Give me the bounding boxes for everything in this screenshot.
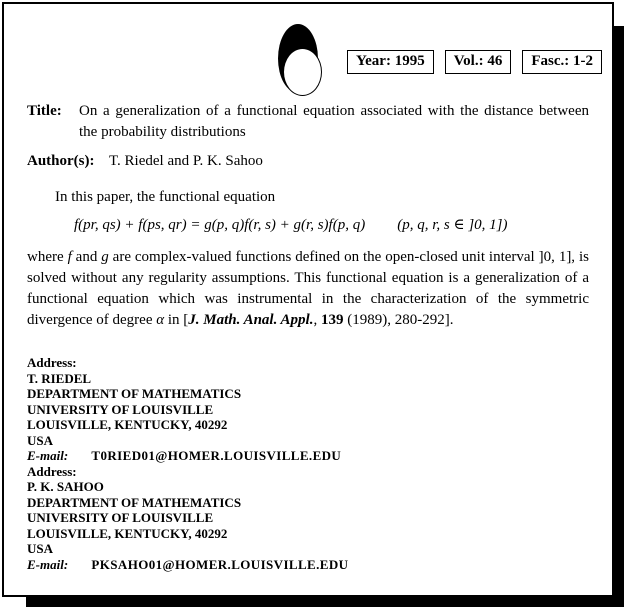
issue-badges bbox=[347, 50, 602, 74]
abstract-segment: and bbox=[71, 249, 102, 265]
authors-row bbox=[27, 151, 589, 172]
address-university: UNIVERSITY OF LOUISVILLE bbox=[27, 401, 214, 417]
authors-names: T. Riedel and P. K. Sahoo bbox=[109, 153, 263, 169]
abstract-segment-g: g bbox=[101, 249, 109, 265]
reference-volume: 139 bbox=[320, 312, 344, 328]
fascicle-badge: Fasc.: 1-2 bbox=[522, 50, 602, 74]
email-address: PKSAHO01@HOMER.LOUISVILLE.EDU bbox=[91, 556, 349, 572]
address-country: USA bbox=[27, 541, 54, 556]
address-label: Address: bbox=[27, 355, 77, 370]
paper-title: On a generalization of a functional equation associated with the distance between the probability distributions bbox=[79, 103, 589, 140]
abstract-segment-f: f bbox=[67, 249, 72, 265]
address-label: Address: bbox=[27, 463, 77, 479]
address-university: UNIVERSITY OF LOUISVILLE bbox=[27, 510, 214, 525]
abstract-body bbox=[27, 247, 589, 331]
page-header bbox=[4, 4, 612, 101]
address-block-riedel bbox=[27, 355, 589, 464]
email-label: E-mail: bbox=[27, 448, 69, 463]
volume-badge: Vol.: 46 bbox=[445, 50, 512, 74]
address-department: DEPARTMENT OF MATHEMATICS bbox=[27, 494, 242, 510]
title-label: Title: bbox=[27, 103, 62, 119]
addresses-section bbox=[27, 355, 589, 572]
authors-label: Author(s): bbox=[27, 153, 95, 169]
abstract-segment: , bbox=[313, 312, 321, 328]
year-badge: Year: 1995 bbox=[347, 50, 434, 74]
abstract-segment: in [ bbox=[164, 312, 189, 328]
functional-equation bbox=[74, 214, 589, 236]
abstract-segment: where bbox=[27, 249, 68, 265]
eclipse-logo-icon bbox=[278, 24, 324, 98]
email-line bbox=[27, 448, 589, 464]
abstract-segment: (1989), 280-292]. bbox=[343, 312, 454, 328]
address-name: P. K. SAHOO bbox=[27, 479, 104, 494]
equation-main: f(pr, qs) + f(ps, qr) = g(p, q)f(r, s) + g(r, s)f(p, q) bbox=[74, 217, 366, 233]
address-city: LOUISVILLE, KENTUCKY, 40292 bbox=[27, 417, 228, 432]
journal-reference: J. Math. Anal. Appl. bbox=[188, 312, 314, 328]
email-line bbox=[27, 557, 589, 573]
address-country: USA bbox=[27, 432, 54, 448]
address-city: LOUISVILLE, KENTUCKY, 40292 bbox=[27, 525, 228, 541]
address-department: DEPARTMENT OF MATHEMATICS bbox=[27, 386, 242, 401]
abstract-segment: are complex-valued functions defined on the open-closed unit interval ]0, 1], is solved without any regularity assumptions. This functional equation is a generalization of a functional equation which was instrumental in the characterization of the symmetric divergence of degree bbox=[27, 249, 589, 328]
address-block-sahoo bbox=[27, 464, 589, 573]
abstract-intro: In this paper, the functional equation bbox=[55, 189, 276, 205]
equation-condition: (p, q, r, s ∈ ]0, 1]) bbox=[397, 217, 508, 233]
abstract-segment-alpha: α bbox=[156, 312, 165, 328]
title-row bbox=[27, 101, 589, 143]
abstract-page-frame bbox=[2, 2, 614, 597]
address-name: T. RIEDEL bbox=[27, 370, 92, 386]
eclipse-logo-light-ellipse bbox=[283, 48, 322, 96]
email-label: E-mail: bbox=[27, 556, 69, 572]
email-address: T0RIED01@HOMER.LOUISVILLE.EDU bbox=[91, 448, 342, 463]
